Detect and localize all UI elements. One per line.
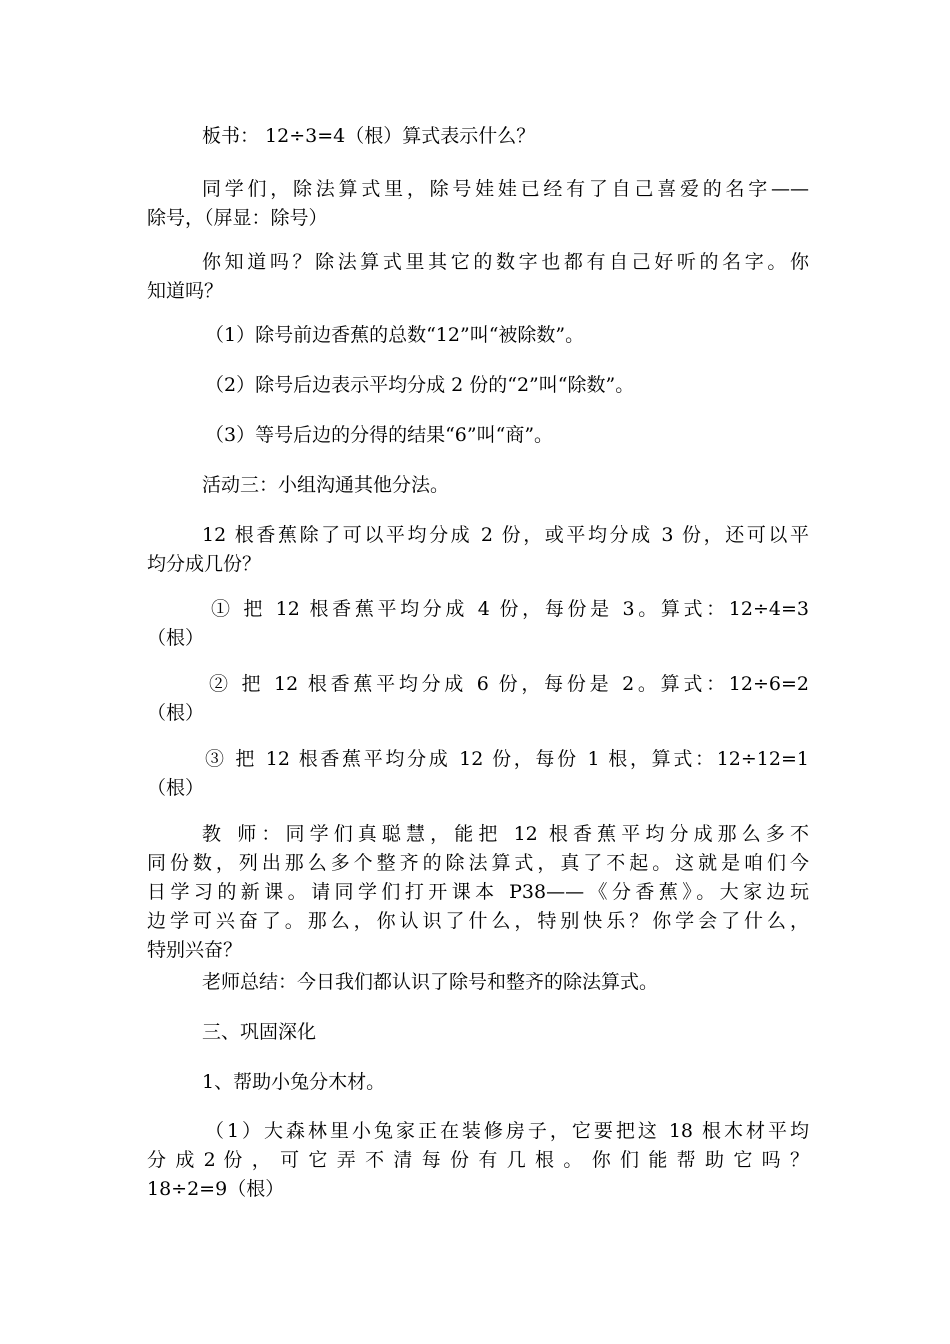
- method-two-paragraph: [147, 670, 809, 728]
- text-line: 老师总结：今日我们都认识了除号和整齐的除法算式。: [202, 971, 659, 993]
- text-line: （根）: [147, 777, 205, 799]
- text-line: 边学可兴奋了。那么，你认识了什么，特别快乐？你学会了什么，: [147, 910, 809, 932]
- method-one-paragraph: [147, 595, 809, 653]
- section-three-heading: [147, 1018, 809, 1047]
- text-line: 分 成 2 份 ， 可 它 弄 不 清 每 份 有 几 根 。 你 们 能 帮 助 它 吗 ？: [147, 1149, 809, 1171]
- divisor-paragraph: [147, 371, 809, 400]
- text-line: 板书： 12÷3=4（根）算式表示什么？: [202, 125, 536, 147]
- text-line: （1）大森林里小兔家正在装修房子，它要把这 18 根木材平均: [205, 1120, 809, 1142]
- exercise-one-problem: [147, 1117, 809, 1204]
- text-line: ① 把 12 根香蕉平均分成 4 份，每份是 3。算式：12÷4=3: [211, 598, 809, 620]
- teacher-summary-paragraph: [147, 968, 809, 997]
- divide-sign-paragraph: [147, 175, 809, 233]
- text-line: 12 根香蕉除了可以平均分成 2 份，或平均分成 3 份，还可以平: [202, 524, 809, 546]
- text-line: 活动三：小组沟通其他分法。: [202, 474, 450, 496]
- quotient-paragraph: [147, 421, 809, 450]
- text-line: ③ 把 12 根香蕉平均分成 12 份，每份 1 根，算式：12÷12=1: [205, 748, 809, 770]
- text-line: 日学习的新课。请同学们打开课本 P38——《分香蕉》。大家边玩: [147, 881, 809, 903]
- text-line: （根）: [147, 702, 205, 724]
- text-line: 1、帮助小兔分木材。: [202, 1071, 386, 1093]
- text-line: 同学们，除法算式里，除号娃娃已经有了自己喜爱的名字——: [202, 178, 809, 200]
- exercise-one-heading: [147, 1068, 809, 1097]
- dividend-paragraph: [147, 321, 809, 350]
- text-line: 三、巩固深化: [202, 1021, 317, 1043]
- text-line: 教 师：同学们真聪慧，能把 12 根香蕉平均分成那么多不: [202, 823, 809, 845]
- text-line: （3）等号后边的分得的结果“6”叫“商”。: [205, 424, 554, 446]
- method-three-paragraph: [147, 745, 809, 803]
- text-line: （根）: [147, 627, 205, 649]
- text-line: （1）除号前边香蕉的总数“12”叫“被除数”。: [205, 324, 585, 346]
- text-line: 同份数，列出那么多个整齐的除法算式，真了不起。这就是咱们今: [147, 852, 809, 874]
- other-methods-paragraph: [147, 521, 809, 579]
- activity-three-heading: [147, 471, 809, 500]
- text-line: 除号，（屏显：除号）: [147, 207, 328, 229]
- names-intro-paragraph: [147, 248, 809, 306]
- text-line: 特别兴奋？: [147, 939, 243, 961]
- text-line: 知道吗？: [147, 280, 224, 302]
- text-line: ② 把 12 根香蕉平均分成 6 份，每份是 2。算式：12÷6=2: [209, 673, 809, 695]
- text-line: 你知道吗？除法算式里其它的数字也都有自己好听的名字。你: [202, 251, 809, 273]
- blackboard-paragraph: [147, 122, 809, 151]
- teacher-paragraph: [147, 820, 809, 965]
- text-line: 18÷2=9（根）: [147, 1178, 285, 1200]
- text-line: （2）除号后边表示平均分成 2 份的“2”叫“除数”。: [205, 374, 635, 396]
- text-line: 均分成几份？: [147, 553, 262, 575]
